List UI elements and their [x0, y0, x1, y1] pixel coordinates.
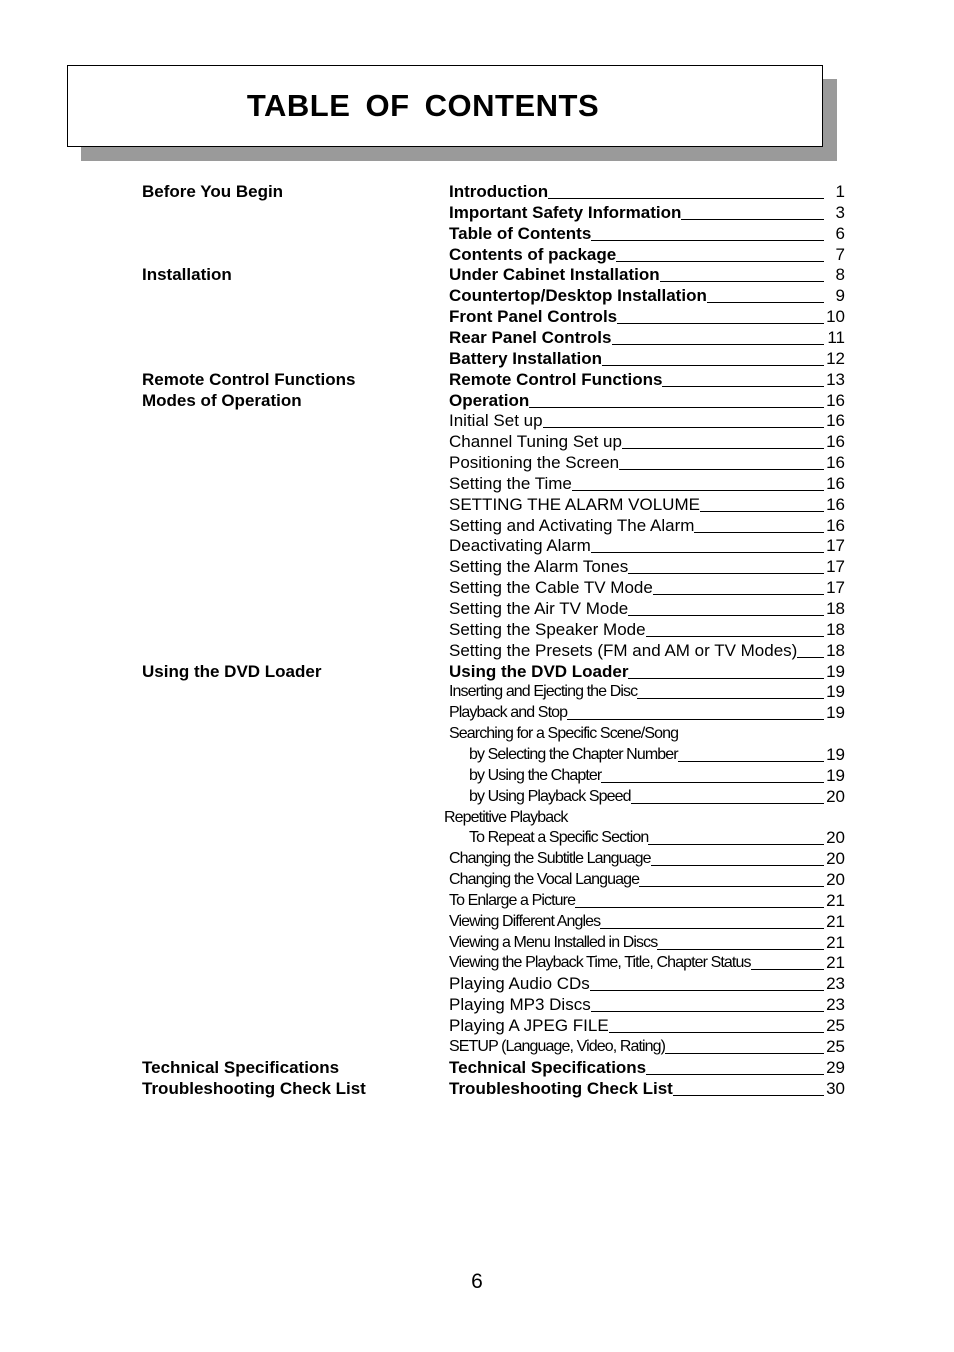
toc-entry[interactable]	[449, 515, 824, 536]
toc-entry[interactable]	[449, 1015, 824, 1036]
toc-entry[interactable]	[449, 473, 824, 494]
toc-page-number: 16	[826, 432, 845, 452]
toc-leader-line	[616, 261, 824, 262]
toc-leader-line	[529, 407, 824, 408]
toc-entry[interactable]	[449, 577, 824, 598]
toc-page-number: 21	[826, 890, 845, 910]
toc-page-number: 29	[826, 1057, 845, 1077]
toc-row	[0, 1015, 954, 1036]
toc-page-number: 16	[826, 390, 845, 410]
toc-entry-label: Under Cabinet Installation	[449, 265, 660, 285]
toc-entry[interactable]	[449, 494, 824, 515]
toc-row	[0, 1078, 954, 1099]
toc-page-number: 19	[826, 765, 845, 785]
toc-entry[interactable]	[449, 348, 824, 369]
toc-entry-label: Operation	[449, 390, 530, 410]
toc-page-number: 18	[826, 599, 845, 618]
toc-row	[0, 515, 954, 536]
toc-row	[0, 952, 954, 973]
toc-entry[interactable]	[449, 932, 824, 953]
toc-row	[0, 827, 954, 848]
title-box	[67, 65, 823, 147]
toc-entry[interactable]	[449, 535, 824, 556]
toc-entry[interactable]	[449, 1078, 824, 1099]
toc-entry-label: Setting the Time	[449, 473, 572, 493]
toc-section-heading: Installation	[142, 265, 232, 285]
toc-entry-label: Viewing the Playback Time, Title, Chapter Status	[449, 954, 751, 972]
toc-page-number: 7	[835, 244, 845, 264]
toc-row	[0, 327, 954, 348]
toc-leader-line	[651, 865, 824, 866]
toc-entry[interactable]	[449, 431, 824, 452]
toc-page-number: 19	[826, 682, 845, 702]
toc-entry[interactable]	[449, 223, 824, 244]
toc-entry[interactable]	[449, 410, 824, 431]
toc-entry[interactable]	[449, 619, 824, 640]
toc-page-number: 17	[826, 578, 845, 598]
toc-entry[interactable]	[449, 369, 824, 390]
toc-leader-line	[601, 782, 824, 783]
toc-row	[0, 264, 954, 285]
toc-leader-line	[617, 323, 824, 324]
toc-leader-line	[657, 949, 824, 950]
toc-entry-label: Repetitive Playback	[444, 808, 568, 826]
toc-leader-line	[591, 552, 824, 553]
toc-leader-line	[639, 886, 824, 887]
toc-entry-label: Initial Set up	[449, 411, 543, 431]
toc-leader-line	[602, 365, 824, 366]
toc-row	[0, 744, 954, 765]
toc-entry[interactable]	[449, 973, 824, 994]
toc-section-heading: Troubleshooting Check List	[142, 1078, 366, 1098]
toc-row	[0, 848, 954, 869]
toc-entry-label: by Selecting the Chapter Number	[469, 745, 678, 763]
toc-leader-line	[612, 344, 825, 345]
toc-entry-label: Inserting and Ejecting the Disc	[449, 683, 638, 701]
toc-row	[0, 1036, 954, 1057]
toc-page-number: 16	[826, 494, 845, 514]
toc-leader-line	[575, 907, 824, 908]
toc-entry[interactable]	[449, 244, 824, 265]
toc-entry-label: Remote Control Functions	[449, 369, 663, 389]
toc-leader-line	[591, 1011, 824, 1012]
toc-entry-label: Deactivating Alarm	[449, 536, 591, 556]
toc-entry-label: Setting the Speaker Mode	[449, 619, 646, 639]
toc-page-number: 9	[835, 286, 845, 306]
toc-entry[interactable]	[469, 744, 824, 765]
toc-entry-label: Setting the Cable TV Mode	[449, 578, 653, 598]
toc-entry-label: Changing the Vocal Language	[449, 871, 640, 889]
toc-entry[interactable]	[449, 598, 824, 619]
toc-row	[0, 640, 954, 661]
toc-entry-label: by Using Playback Speed	[469, 787, 631, 805]
toc-entry-label: Important Safety Information	[449, 202, 682, 222]
toc-leader-line	[673, 1095, 824, 1096]
toc-entry[interactable]	[469, 765, 824, 786]
toc-entry-label: by Using the Chapter	[469, 766, 602, 784]
toc-entry-label: SETTING THE ALARM VOLUME	[449, 494, 700, 514]
toc-entry[interactable]	[449, 640, 824, 661]
toc-row	[0, 598, 954, 619]
toc-row	[0, 973, 954, 994]
toc-entry[interactable]	[449, 869, 824, 890]
toc-row	[0, 348, 954, 369]
toc-page-number: 10	[826, 307, 845, 327]
toc-section-heading: Modes of Operation	[142, 390, 302, 410]
toc-row	[0, 869, 954, 890]
toc-entry[interactable]	[449, 285, 824, 306]
toc-entry-label: Playing A JPEG FILE	[449, 1016, 609, 1035]
toc-entry-label: Viewing Different Angles	[449, 912, 601, 930]
toc-page-number: 23	[826, 995, 845, 1015]
toc-leader-line	[567, 719, 824, 720]
toc-page-number: 23	[826, 974, 845, 994]
toc-row	[0, 911, 954, 932]
toc-page-number: 25	[826, 1036, 845, 1056]
toc-leader-line	[700, 511, 824, 512]
toc-row	[0, 932, 954, 953]
toc-entry-label: Setting the Presets (FM and AM or TV Modes)	[449, 640, 798, 660]
toc-leader-line	[609, 1032, 824, 1033]
toc-row	[0, 994, 954, 1015]
toc-page-number: 19	[826, 703, 845, 723]
toc-entry-label: Battery Installation	[449, 348, 603, 368]
toc-entry-label: Channel Tuning Set up	[449, 432, 622, 452]
toc-entry[interactable]	[449, 1036, 824, 1057]
toc-row	[0, 473, 954, 494]
toc-page-number: 16	[826, 453, 845, 473]
toc-leader-line	[619, 469, 824, 470]
toc-leader-line	[694, 532, 824, 533]
toc-leader-line	[572, 490, 824, 491]
toc-row	[0, 306, 954, 327]
toc-page-number: 11	[827, 327, 845, 347]
toc-page-number: 3	[835, 202, 845, 222]
toc-leader-line	[681, 219, 824, 220]
toc-row	[0, 410, 954, 431]
toc-row	[0, 285, 954, 306]
toc-entry[interactable]	[449, 390, 824, 411]
toc-section-heading: Remote Control Functions	[142, 369, 356, 389]
toc-row	[0, 431, 954, 452]
toc-entry[interactable]	[449, 911, 824, 932]
toc-entry-label: Technical Specifications	[449, 1057, 647, 1077]
toc-leader-line	[797, 657, 824, 658]
toc-leader-line	[622, 448, 824, 449]
toc-row	[0, 661, 954, 682]
toc-page-number: 13	[826, 369, 845, 389]
toc-page-number: 20	[826, 828, 845, 848]
toc-entry[interactable]	[449, 1057, 824, 1078]
toc-row	[0, 244, 954, 265]
toc-leader-line	[678, 761, 824, 762]
toc-section-heading: Using the DVD Loader	[142, 661, 322, 681]
toc-entry-label: SETUP (Language, Video, Rating)	[449, 1037, 666, 1055]
toc-entry-label: Playing MP3 Discs	[449, 995, 591, 1015]
toc-row	[0, 223, 954, 244]
toc-entry-label: Using the DVD Loader	[449, 661, 629, 681]
toc-entry[interactable]	[449, 306, 824, 327]
toc-page-number: 25	[826, 1016, 845, 1035]
toc-entry-label: To Enlarge a Picture	[449, 891, 576, 909]
toc-entry-label: Playing Audio CDs	[449, 974, 590, 994]
toc-leader-line	[591, 240, 824, 241]
toc-entry-label: To Repeat a Specific Section	[469, 829, 649, 847]
toc-row	[0, 807, 954, 828]
toc-row	[0, 369, 954, 390]
toc-entry-label: Troubleshooting Check List	[449, 1078, 673, 1098]
toc-page-number: 18	[826, 640, 845, 660]
toc-entry[interactable]	[449, 723, 824, 744]
toc-leader-line	[628, 678, 824, 679]
toc-leader-line	[600, 928, 824, 929]
toc-row	[0, 619, 954, 640]
toc-leader-line	[543, 427, 824, 428]
toc-entry-label: Searching for a Specific Scene/Song	[449, 725, 679, 743]
toc-page-number: 21	[826, 953, 845, 973]
toc-page-number: 17	[826, 557, 845, 577]
toc-row	[0, 202, 954, 223]
toc-page-number: 12	[826, 348, 845, 368]
toc-page-number: 20	[826, 849, 845, 869]
toc-page-number: 21	[826, 932, 845, 952]
toc-entry-label: Setting and Activating The Alarm	[449, 515, 695, 535]
toc-leader-line	[637, 698, 824, 699]
toc-row	[0, 890, 954, 911]
toc-entry-label: Rear Panel Controls	[449, 327, 612, 347]
toc-leader-line	[648, 844, 824, 845]
toc-entry[interactable]	[469, 827, 824, 848]
toc-entry[interactable]	[449, 264, 824, 285]
toc-leader-line	[653, 594, 824, 595]
toc-entry-label: Viewing a Menu Installed in Discs	[449, 933, 658, 951]
toc-leader-line	[548, 198, 824, 199]
toc-entry[interactable]	[449, 556, 824, 577]
toc-leader-line	[646, 1074, 824, 1075]
toc-leader-line	[707, 302, 824, 303]
toc-entry[interactable]	[449, 327, 824, 348]
toc-row	[0, 494, 954, 515]
toc-entry-label: Countertop/Desktop Installation	[449, 286, 707, 306]
toc-row	[0, 535, 954, 556]
toc-page-number: 8	[835, 265, 845, 285]
toc-leader-line	[631, 803, 824, 804]
toc-row	[0, 181, 954, 202]
toc-entry[interactable]	[449, 181, 824, 202]
toc-entry[interactable]	[444, 807, 824, 828]
toc-section-heading: Before You Begin	[142, 182, 284, 201]
toc-entry-label: Playback and Stop	[449, 704, 568, 722]
toc-page-number: 30	[826, 1078, 845, 1098]
toc-entry[interactable]	[449, 202, 824, 223]
toc-row	[0, 390, 954, 411]
toc-row	[0, 577, 954, 598]
toc-page-number: 16	[826, 411, 845, 431]
toc-leader-line	[665, 1053, 824, 1054]
toc-entry[interactable]	[449, 994, 824, 1015]
toc-section-heading: Technical Specifications	[142, 1057, 340, 1077]
toc-page-number: 16	[826, 515, 845, 535]
toc-page-number: 20	[826, 786, 845, 806]
toc-row	[0, 556, 954, 577]
toc-row	[0, 681, 954, 702]
toc-page-number: 18	[826, 619, 845, 639]
toc-entry[interactable]	[449, 848, 824, 869]
toc-entry-label: Setting the Air TV Mode	[449, 599, 629, 618]
toc-page-number: 19	[826, 744, 845, 764]
toc-page-number: 1	[835, 182, 845, 201]
toc-page-number: 21	[826, 911, 845, 931]
toc-page-number: 17	[826, 536, 845, 556]
toc-page-number: 19	[826, 661, 845, 681]
toc-leader-line	[662, 386, 824, 387]
toc-entry-label: Table of Contents	[449, 223, 592, 243]
page-number: 6	[471, 1270, 483, 1293]
toc-entry[interactable]	[449, 890, 824, 911]
toc-leader-line	[751, 969, 824, 970]
toc-entry[interactable]	[449, 661, 824, 682]
toc-entry-label: Contents of package	[449, 244, 617, 264]
toc-leader-line	[660, 281, 824, 282]
toc-entry-label: Front Panel Controls	[449, 307, 618, 327]
toc-leader-line	[628, 615, 824, 616]
toc-entry[interactable]	[449, 452, 824, 473]
toc-entry[interactable]	[469, 786, 824, 807]
toc-row	[0, 786, 954, 807]
toc-page-number: 6	[835, 223, 845, 243]
page-title: TABLE OF CONTENTS	[246, 88, 600, 123]
toc-entry-label: Introduction	[449, 182, 549, 201]
toc-row	[0, 452, 954, 473]
toc-leader-line	[628, 573, 824, 574]
toc-page-number: 20	[826, 870, 845, 890]
toc-row	[0, 723, 954, 744]
toc-row	[0, 702, 954, 723]
toc-entry-label: Changing the Subtitle Language	[449, 850, 651, 868]
toc-page-number: 16	[826, 473, 845, 493]
toc-entry[interactable]	[449, 681, 824, 702]
toc-entry-label: Positioning the Screen	[449, 453, 620, 473]
toc-row	[0, 1057, 954, 1078]
toc-leader-line	[646, 636, 824, 637]
toc-entry[interactable]	[449, 952, 824, 973]
toc-leader-line	[590, 990, 824, 991]
toc-entry[interactable]	[449, 702, 824, 723]
toc-entry-label: Setting the Alarm Tones	[449, 557, 629, 577]
toc-row	[0, 765, 954, 786]
